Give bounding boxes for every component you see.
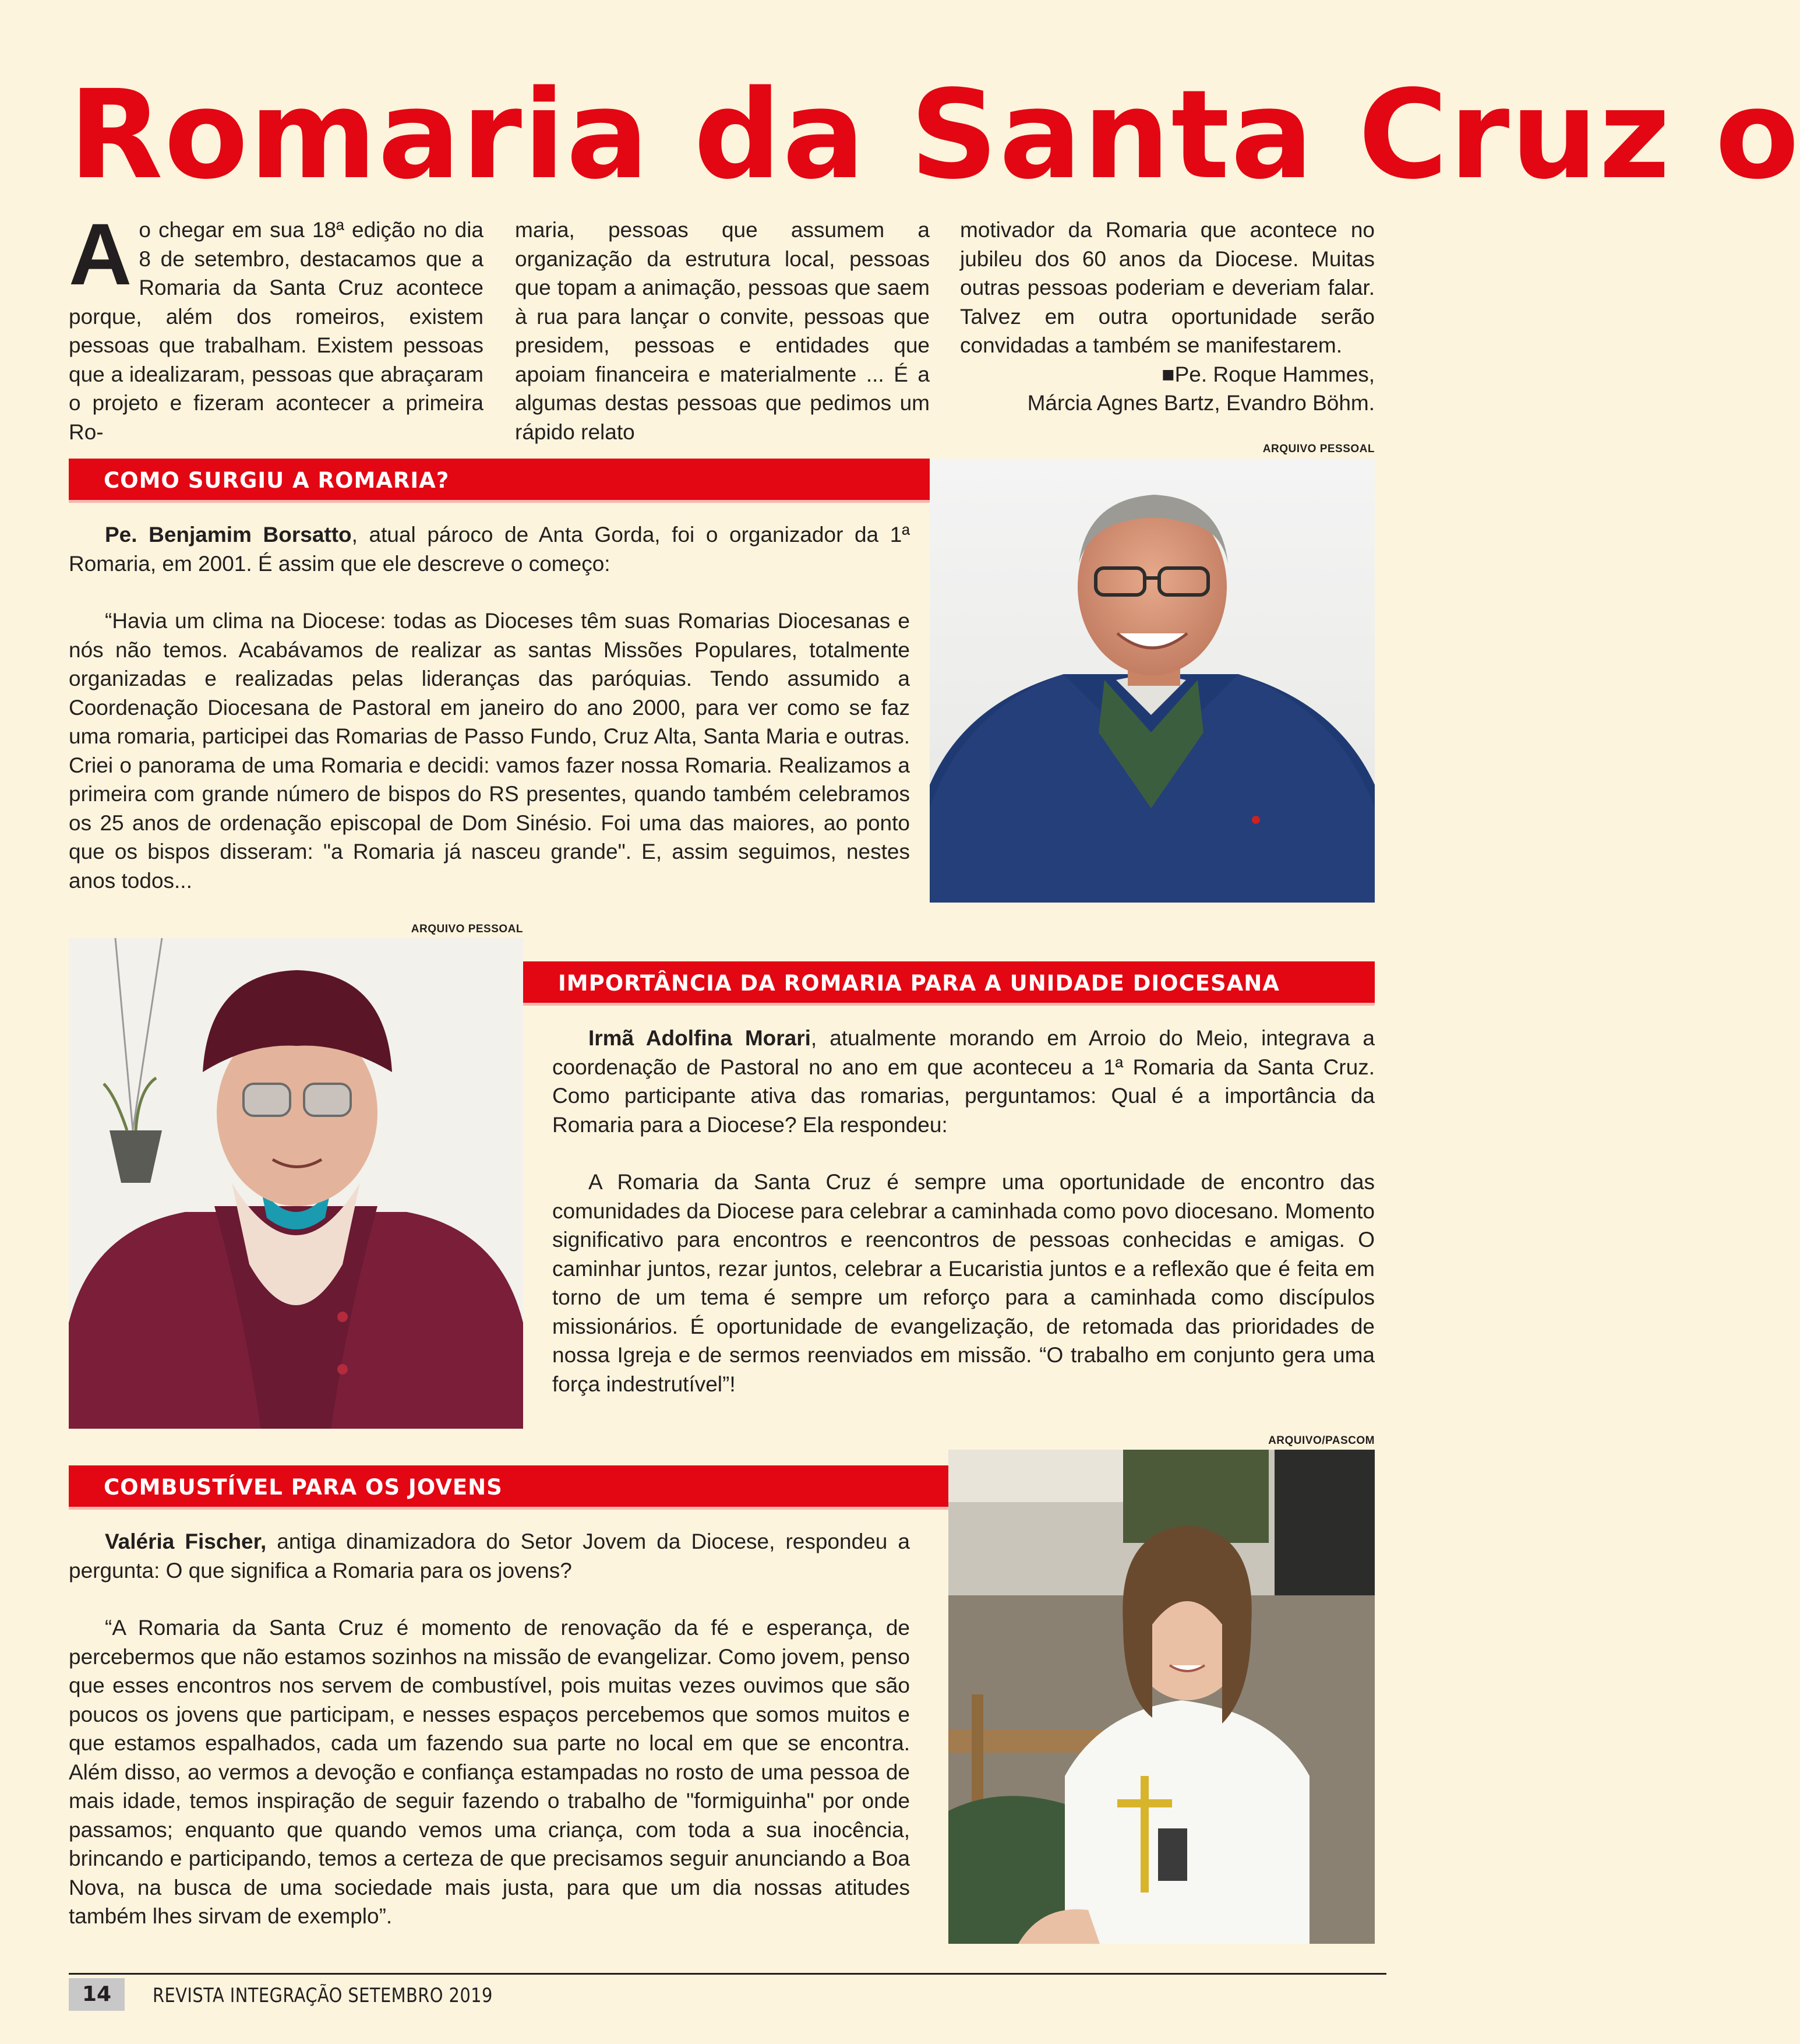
section-heading-bar-3 xyxy=(69,1465,948,1510)
section-heading-1: COMO SURGIU A ROMARIA? xyxy=(104,468,450,493)
intro-text-1: o chegar em sua 18ª edição no dia 8 de setembro, destacamos que a Romaria da Santa Cruz acontece porque, além dos romeiros, existem pessoas que trabalham. Existem pessoas que a idealizaram, pessoas que abraçaram o projeto e fizeram acontecer a primeira Ro- xyxy=(69,218,483,444)
section1-intro: , atual pároco de Anta Gorda, foi o organizador da 1ª Romaria, em 2001. É assim que ele descreve o começo: xyxy=(69,523,910,576)
intro-column-1 xyxy=(69,205,483,446)
photo-credit-1: ARQUIVO PESSOAL xyxy=(1262,443,1375,455)
interviewee-name-2: Irmã Adolfina Morari xyxy=(588,1026,811,1050)
signature-line-2: Márcia Agnes Bartz, Evandro Böhm. xyxy=(1027,391,1375,415)
portrait-woman-illustration xyxy=(69,938,523,1429)
section-heading-bar-2 xyxy=(523,961,1375,1006)
section1-quote: “Havia um clima na Diocese: todas as Dioceses têm suas Romarias Diocesanas e nós não temos. Acabávamos de realizar as santas Missões Populares, totalmente organizadas e realizadas pelas lideranças das paróquias. Tendo assumido a Coordenação Diocesana de Pastoral em janeiro do ano 2000, para ver como se faz uma romaria, participei das Romarias de Passo Fundo, Cruz Alta, Santa Maria e outras. Criei o panorama de uma Romaria e decidi: vamos fazer nossa Romaria. Realizamos a primeira com grande número de bispos do RS presentes, quando também celebramos os 25 anos de ordenação episcopal de Dom Sinésio. Foi uma das maiores, ao ponto que os bispos disseram: "a Romaria já nasceu grande". E, assim seguimos, nestes anos todos... xyxy=(69,609,910,893)
section3-intro: antiga dinamizadora do Setor Jovem da Diocese, respondeu a pergunta: O que significa a Romaria para os jovens? xyxy=(69,1530,910,1583)
portrait-young-woman-illustration xyxy=(948,1450,1375,1944)
section2-answer: A Romaria da Santa Cruz é sempre uma oportunidade de encontro das comunidades da Diocese para celebrar a caminhada como povo diocesano. Momento significativo para encontros e reencontros de pessoas conhecidas e amigas. O caminhar juntos, rezar juntos, celebrar a Eucaristia juntos e a reflexão que é feita em torno de um tema é sempre um reforço para a caminhada como discípulos missionários. É oportunidade de evangelização, de retomada das prioridades de nossa Igreja e de sermos reenviados em missão. “O trabalho em conjunto gera uma força indestrutível”! xyxy=(552,1170,1375,1396)
photo-credit-3: ARQUIVO/PASCOM xyxy=(1268,1435,1375,1447)
section-body-3 xyxy=(69,1527,910,1931)
footer-publication: REVISTA INTEGRAÇÃO SETEMBRO 2019 xyxy=(153,1984,493,2007)
portrait-man-illustration xyxy=(930,459,1375,903)
page-number: 14 xyxy=(69,1978,125,2011)
section-body-1 xyxy=(69,520,910,895)
photo-young-woman xyxy=(948,1450,1375,1944)
interviewee-name-1: Pe. Benjamim Borsatto xyxy=(105,523,352,547)
footer-rule xyxy=(69,1973,1386,1975)
section3-quote: “A Romaria da Santa Cruz é momento de renovação da fé e esperança, de percebermos que não estamos sozinhos na missão de evangelizar. Como jovem, penso que esses encontros nos servem de combustível, pois muitas vezes ouvimos que são poucos os jovens que participam, e nesses espaços percebemos que somos muitos e que estamos espalhados, cada um fazendo sua parte no local em que se encontra. Além disso, ao vermos a devoção e confiança estampadas no rosto de uma pessoa de mais idade, temos inspiração de seguir fazendo o trabalho de "formiguinha" por onde passamos; enquanto que quando vemos uma criança, com toda a sua inocência, brincando e participando, temos a certeza de que precisamos seguir anunciando a Boa Nova, na busca de uma sociedade mais justa, para que um dia nossas atitudes também lhes sirvam de exemplo”. xyxy=(69,1616,910,1928)
intro-text-3: motivador da Romaria que acontece no jubileu dos 60 anos da Diocese. Muitas outras pessoas poderiam e deveriam falar. Talvez em outra oportunidade serão convidadas a também se manifestarem. xyxy=(960,218,1375,357)
section-body-2 xyxy=(552,1024,1375,1398)
section-heading-bar-1 xyxy=(69,459,930,503)
intro-column-2: maria, pessoas que assumem a organização da estrutura local, pessoas que topam a animação, pessoas que saem à rua para lançar o convite, pessoas que presidem, pessoas e entidades que apoiam financeira e materialmente ... É a algumas destas pessoas que pedimos um rápido relato xyxy=(515,218,930,444)
section2-intro: , atualmente morando em Arroio do Meio, integrava a coordenação de Pastoral no ano em que aconteceu a 1ª Romaria da Santa Cruz. Como participante ativa das romarias, perguntamos: Qual é a importância da Romaria para a Diocese? Ela respondeu: xyxy=(552,1026,1375,1137)
section-heading-3: COMBUSTÍVEL PARA OS JOVENS xyxy=(104,1475,503,1500)
intro-column-3 xyxy=(960,216,1375,418)
section-heading-2: IMPORTÂNCIA DA ROMARIA PARA A UNIDADE DIOCESANA xyxy=(558,971,1280,996)
interviewee-name-3: Valéria Fischer, xyxy=(105,1530,267,1553)
signature-line-1: ■Pe. Roque Hammes, xyxy=(1162,362,1375,386)
drop-cap: A xyxy=(69,205,132,303)
photo-priest xyxy=(930,459,1375,903)
photo-sister xyxy=(69,938,523,1429)
page-title: Romaria da Santa Cruz o xyxy=(69,64,1800,206)
photo-credit-2: ARQUIVO PESSOAL xyxy=(411,923,523,935)
